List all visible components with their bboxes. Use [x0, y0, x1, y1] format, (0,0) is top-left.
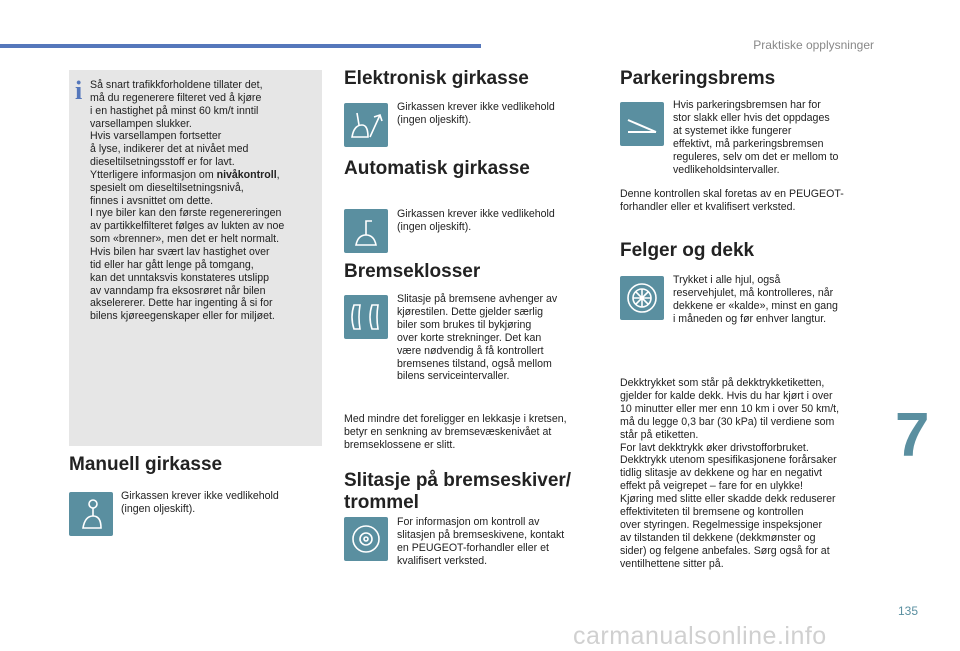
- text-automatisk: Girkassen krever ikke vedlikehold (ingen oljeskift).: [397, 208, 555, 233]
- text-parkeringsbrems: Hvis parkeringsbremsen har for stor slakk eller hvis det oppdages at systemet ikke fungerer effektivt, må parkeringsbremsen reguleres, selv om det er mellom to vedlikeholdsintervaller.: [673, 99, 839, 176]
- text-felger-extra: Dekktrykket som står på dekktrykketiketten, gjelder for kalde dekk. Hvis du har kjørt i over 10 minutter eller mer enn 10 km i over 50 km/t, må du legge 0,3 bar (30 kPa) til verdiene som står på etiketten. For lavt dekktrykk øker drivstofforbruket. Dekktrykk utenom spesifikasjonene forårsaker tidlig slitasje av dekkene og har en negativt effekt på veigrepet – fare for en ulykke! Kjøring med slitte eller skadde dekk reduserer effektiviteten til bremsene og kontrollen over styringen. Regelmessige inspeksjoner av tilstanden til dekkene (dekkmønster og sider) og felgene anbefales. Sørg også for at ventilhettene sitter på.: [620, 377, 840, 570]
- automatic-gearbox-icon: [344, 209, 388, 253]
- text-bremseklosser: Slitasje på bremsene avhenger av kjørestilen. Dette gjelder særlig biler som brukes til bykjøring over korte strekninger. Det kan være nødvendig å få kontrollert bremsenes tilstand, også mellom bilens serviceintervaller.: [397, 293, 558, 383]
- text-bremseskiver: For informasjon om kontroll av slitasjen på bremseskivene, kontakt en PEUGEOT-forhandler eller et kvalifisert verksted.: [397, 516, 565, 567]
- heading-elektronisk-girkasse: Elektronisk girkasse: [344, 68, 529, 89]
- heading-manuell-girkasse: Manuell girkasse: [69, 454, 223, 475]
- electronic-gearbox-icon: [344, 103, 388, 147]
- page-number: 135: [897, 604, 918, 618]
- text-bremseklosser-extra: Med mindre det foreligger en lekkasje i kretsen, betyr en senkning av bremsevæskenivået at bremseklossene er slitt.: [344, 413, 567, 451]
- manual-gearbox-icon: [69, 492, 113, 536]
- heading-automatisk-girkasse: Automatisk girkasse: [344, 158, 530, 179]
- brake-disc-icon: [344, 517, 388, 561]
- info-icon: i: [75, 76, 83, 105]
- info-text-part1: Så snart trafikkforholdene tillater det, må du regenerere filteret ved å kjøre i en hastighet på minst 60 km/t inntil varsellampen slukker. Hvis varsellampen fortsetter å lyse, indikerer det at nivået med dieseltilsetningsstoff er for lavt. Ytterligere informasjon om: [90, 79, 263, 181]
- watermark: carmanualsonline.info: [573, 622, 827, 650]
- wheel-tyre-icon: [620, 276, 664, 320]
- info-box: [69, 70, 322, 446]
- heading-bremseskiver: Slitasje på bremseskiver/ trommel: [344, 470, 572, 513]
- section-header-title: Praktiske opplysninger: [753, 38, 874, 52]
- parking-brake-icon: [620, 102, 664, 146]
- info-text-part2: , spesielt om dieseltilsetningsnivå, finnes i avsnittet om dette. I nye biler kan den første regenereringen av partikkelfilteret følges av lukten av noe som «brenner», men det er helt normalt. Hvis bilen har svært lav hastighet over tid eller har gått lenge på tomgang, kan det unntaksvis konstateres utslipp av vanndamp fra eksosrøret når bilen akselererer. Dette har ingenting å si for bilens kjøreegenskaper eller for miljøet.: [90, 168, 285, 323]
- info-text: [90, 79, 316, 323]
- info-text-bold: nivåkontroll: [216, 168, 277, 181]
- heading-bremseklosser: Bremseklosser: [344, 261, 481, 282]
- heading-felger-og-dekk: Felger og dekk: [620, 240, 755, 261]
- heading-parkeringsbrems: Parkeringsbrems: [620, 68, 776, 89]
- text-felger: Trykket i alle hjul, også reservehjulet, må kontrolleres, når dekkene er «kalde», minst en gang i måneden og før enhver langtur.: [673, 274, 838, 325]
- text-manuell: Girkassen krever ikke vedlikehold (ingen oljeskift).: [121, 490, 279, 515]
- top-accent-bar: [0, 44, 481, 48]
- chapter-number: 7: [895, 401, 930, 470]
- text-elektronisk: Girkassen krever ikke vedlikehold (ingen oljeskift).: [397, 101, 555, 126]
- text-parkeringsbrems-extra: Denne kontrollen skal foretas av en PEUGEOT- forhandler eller et kvalifisert verksted.: [620, 188, 844, 213]
- brake-pads-icon: [344, 295, 388, 339]
